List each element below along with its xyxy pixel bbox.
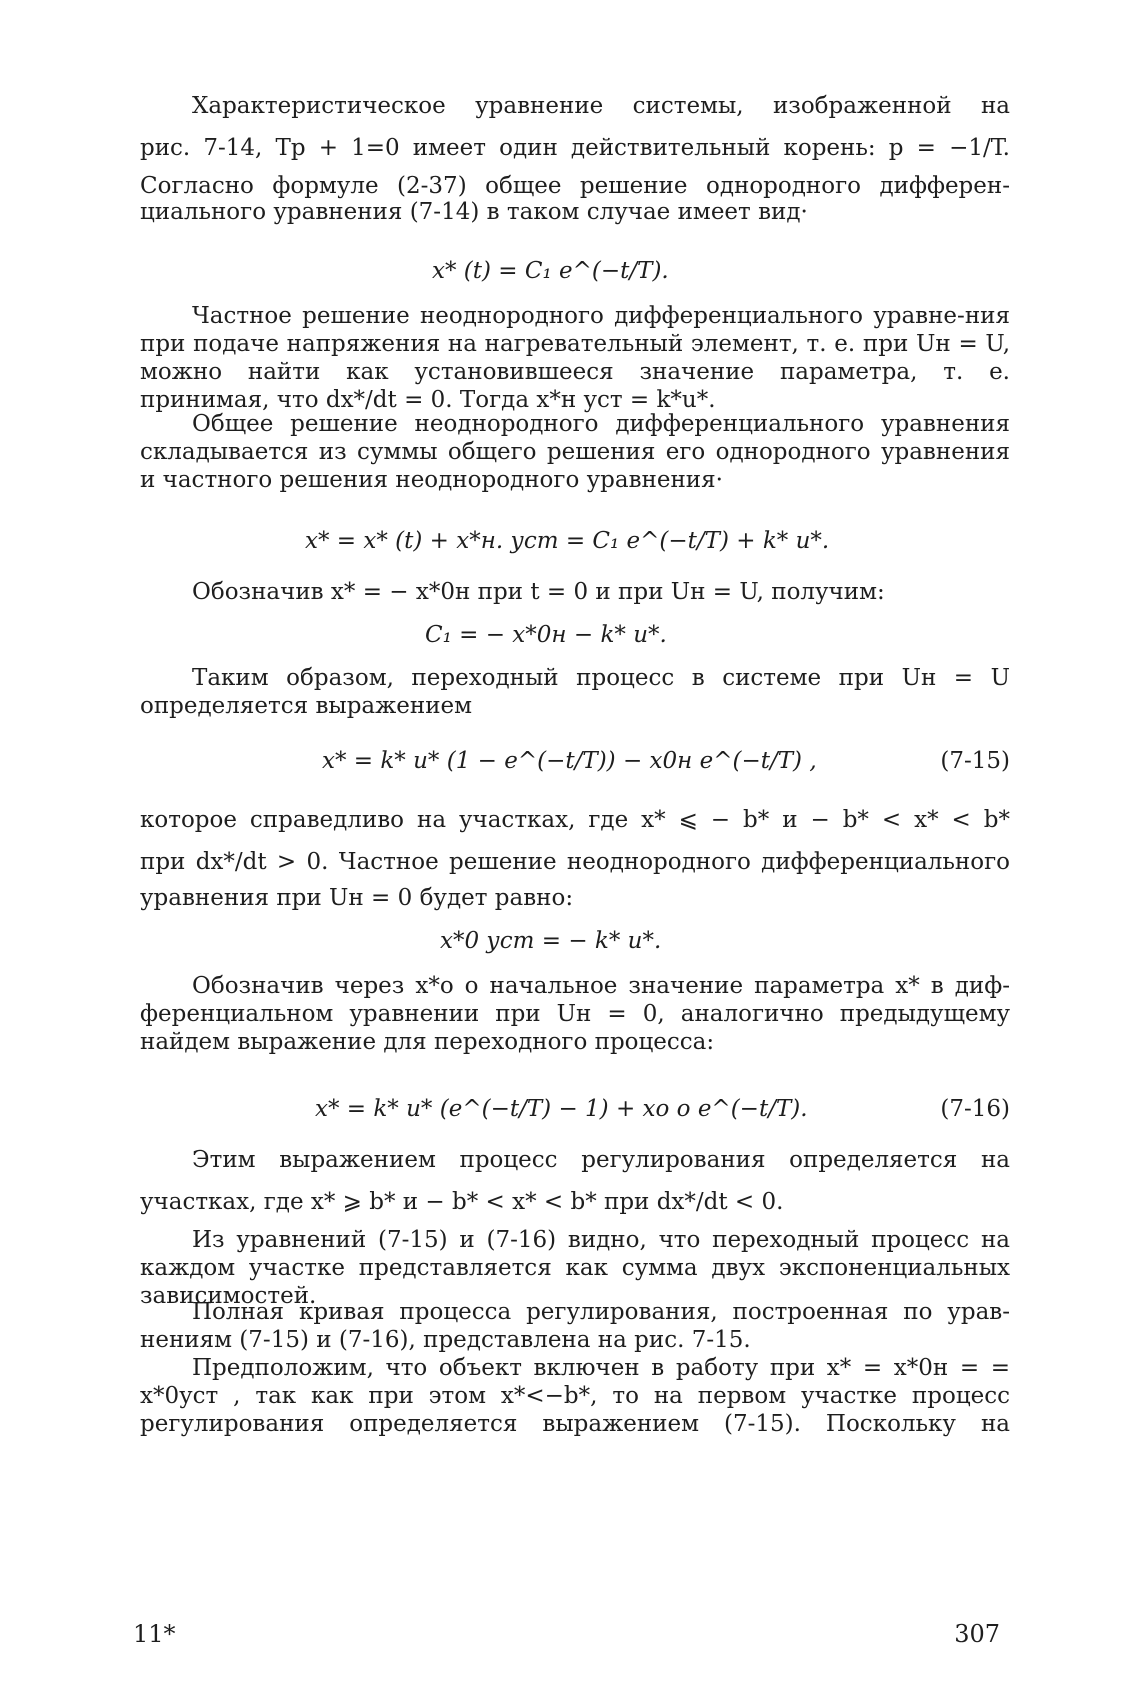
equation-7-16: x* = k* u* (e^(−t/T) − 1) + xо о e^(−t/T). [315,1096,808,1122]
page-number: 307 [954,1620,1000,1648]
paragraph-2: Частное решение неоднородного дифференциального уравне-ния при подаче напряжения на нагревательный элемент, т. е. при Uн = U, можно найти как установившееся значение параметра, т. е. принимая, что dx*/dt = 0. Тогда x*н уст = k*u*. [140,303,1010,413]
paragraph-1-line-3: Согласно формуле (2-37) общее решение однородного дифферен- [140,173,1010,199]
paragraph-1-line-2: рис. 7-14, Tp + 1=0 имеет один действительный корень: p = −1/T. [140,135,1010,161]
equation-number-7-16: (7-16) [940,1096,1010,1122]
paragraph-8-line-1: Этим выражением процесс регулирования определяется на [192,1147,1010,1173]
paragraph-8-line-2: участках, где x* ⩾ b* и − b* < x* < b* при dx*/dt < 0. [140,1189,784,1215]
signature-mark: 11* [133,1620,176,1648]
paragraph-11: Предположим, что объект включен в работу при x* = x*0н = = x*0уст , так как при этом x*<−b*, то на первом участке процесс регулирования определяется выражением (7-15). Поскольку на [140,1355,1010,1437]
paragraph-6-line-1: которое справедливо на участках, где x* ⩽ − b* и − b* < x* < b* [140,807,1010,833]
paragraph-9: Из уравнений (7-15) и (7-16) видно, что переходный процесс на каждом участке представляется как сумма двух экспоненциальных зависимостей. [140,1227,1010,1309]
paragraph-4: Обозначив x* = − x*0н при t = 0 и при Uн = U, получим: [192,579,885,605]
paragraph-7: Обозначив через x*о о начальное значение параметра x* в диф-ференциальном уравнении при Uн = 0, аналогично предыдущему найдем выражение для переходного процесса: [140,973,1010,1055]
equation-constant-c1: C₁ = − x*0н − k* u*. [425,622,667,648]
paragraph-6-line-3: уравнения при Uн = 0 будет равно: [140,885,574,911]
paragraph-10: Полная кривая процесса регулирования, построенная по урав-нениям (7-15) и (7-16), представлена на рис. 7-15. [140,1299,1010,1353]
paragraph-3: Общее решение неоднородного дифференциального уравнения складывается из суммы общего решения его однородного уравнения и частного решения неоднородного уравнения· [140,411,1010,493]
equation-number-7-15: (7-15) [940,748,1010,774]
equation-homogeneous-solution: x* (t) = C₁ e^(−t/T). [432,258,669,284]
equation-steady-state-zero: x*0 уст = − k* u*. [440,928,662,954]
paragraph-1-line-4: циального уравнения (7-14) в таком случае имеет вид· [140,199,808,225]
equation-7-15: x* = k* u* (1 − e^(−t/T)) − x0н e^(−t/T) , [322,748,817,774]
equation-general-solution: x* = x* (t) + x*н. уст = C₁ e^(−t/T) + k* u*. [305,528,830,554]
paragraph-6-line-2: при dx*/dt > 0. Частное решение неоднородного дифференциального [140,849,1010,875]
paragraph-5: Таким образом, переходный процесс в системе при Uн = U определяется выражением [140,665,1010,719]
paragraph-1-line-1: Характеристическое уравнение системы, изображенной на [192,93,1010,119]
